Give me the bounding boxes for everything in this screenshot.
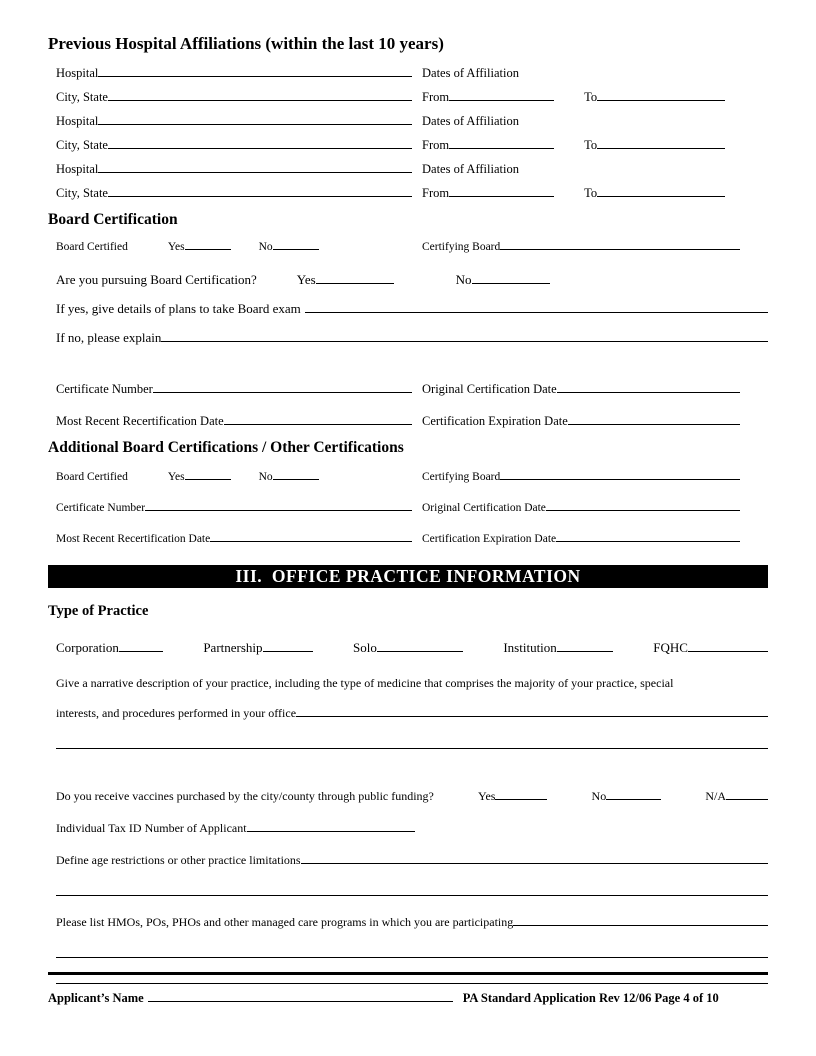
narrative-description-label-line2: interests, and procedures performed in your office [56,706,297,720]
tax-id-label: Individual Tax ID Number of Applicant [56,821,247,835]
yes-label: Yes [167,471,185,483]
most-recent-recertification-date-label: Most Recent Recertification Date [56,414,224,428]
hospital-label: Hospital [56,114,99,128]
managed-care-continuation-line-1[interactable] [56,957,768,958]
certification-expiration-date-label: Certification Expiration Date [422,414,568,428]
original-certification-date-label: Original Certification Date [422,502,546,514]
most-recent-recertification-date-label: Most Recent Recertification Date [56,533,211,545]
to-date-input-line[interactable] [597,148,725,149]
addl-original-certification-date-input-line[interactable] [546,510,740,511]
to-label: To [584,186,598,200]
pursuing-board-certification-question: Are you pursuing Board Certification? [56,272,257,287]
dates-of-affiliation-label: Dates of Affiliation [422,114,519,128]
city-state-input-line[interactable] [108,148,412,149]
managed-care-label: Please list HMOs, POs, PHOs and other managed care programs in which you are participating [56,915,514,929]
dates-of-affiliation-label: Dates of Affiliation [422,162,519,176]
city-state-label: City, State [56,186,108,200]
if-no-explain-input-line[interactable] [161,341,768,342]
certification-expiration-date-input-line[interactable] [568,424,740,425]
original-certification-date-label: Original Certification Date [422,382,557,396]
narrative-description-label-line1: Give a narrative description of your practice, including the type of medicine that comprises the majority of your practice, special [56,676,674,690]
addl-certification-expiration-date-input-line[interactable] [556,541,740,542]
section-heading-board-certification: Board Certification [48,211,178,228]
na-label: N/A [705,789,726,803]
pursuing-no-line[interactable] [472,283,550,284]
practice-type-solo-label: Solo [353,640,377,655]
original-certification-date-input-line[interactable] [557,392,740,393]
section-heading-previous-hospital-affiliations: Previous Hospital Affiliations (within the last 10 years) [48,34,444,53]
city-state-label: City, State [56,90,108,104]
from-label: From [422,138,450,152]
section-heading-type-of-practice: Type of Practice [48,603,149,619]
if-yes-details-input-line[interactable] [305,312,768,313]
affiliation-group-2 [48,114,768,162]
hospital-label: Hospital [56,162,99,176]
narrative-description-input-line[interactable] [296,716,768,717]
yes-label: Yes [167,241,185,253]
if-yes-details-label: If yes, give details of plans to take Board exam [56,301,301,316]
narrative-continuation-line[interactable] [56,748,768,749]
hospital-input-line[interactable] [98,124,412,125]
certificate-number-label: Certificate Number [56,502,146,514]
board-certified-label: Board Certified [56,241,128,253]
from-date-input-line[interactable] [449,148,554,149]
board-certified-label: Board Certified [56,471,128,483]
addl-most-recent-recertification-date-input-line[interactable] [210,541,412,542]
practice-type-institution-line[interactable] [557,651,613,652]
addl-board-certified-yes-line[interactable] [185,479,231,480]
vaccines-question-label: Do you receive vaccines purchased by the city/county through public funding? [56,789,434,803]
practice-type-solo-line[interactable] [377,651,463,652]
managed-care-input-line[interactable] [513,925,768,926]
applicant-name-input-line[interactable] [148,1001,453,1002]
applicant-name-label: Applicant’s Name [48,991,144,1005]
certifying-board-label: Certifying Board [422,471,501,483]
no-label: No [258,471,273,483]
practice-type-partnership-line[interactable] [263,651,313,652]
city-state-label: City, State [56,138,108,152]
to-label: To [584,138,598,152]
if-no-explain-label: If no, please explain [56,330,162,345]
practice-type-corporation-line[interactable] [119,651,163,652]
from-label: From [422,90,450,104]
age-restrictions-input-line[interactable] [301,863,768,864]
practice-type-institution-label: Institution [503,640,557,655]
section-heading-additional-certifications: Additional Board Certifications / Other Certifications [48,439,404,456]
certification-expiration-date-label: Certification Expiration Date [422,533,557,545]
no-label: No [258,241,273,253]
no-label: No [591,789,607,803]
to-date-input-line[interactable] [597,100,725,101]
vaccines-yes-line[interactable] [495,799,547,800]
to-date-input-line[interactable] [597,196,725,197]
affiliation-group-3 [48,162,768,210]
age-restrictions-label: Define age restrictions or other practice limitations [56,853,301,867]
pursuing-yes-line[interactable] [316,283,394,284]
city-state-input-line[interactable] [108,100,412,101]
dates-of-affiliation-label: Dates of Affiliation [422,66,519,80]
certificate-number-label: Certificate Number [56,382,153,396]
vaccines-na-line[interactable] [726,799,768,800]
affiliation-group-1 [48,66,768,114]
most-recent-recertification-date-input-line[interactable] [224,424,412,425]
addl-certifying-board-input-line[interactable] [500,479,740,480]
hospital-label: Hospital [56,66,99,80]
practice-type-fqhc-line[interactable] [688,651,768,652]
practice-type-fqhc-label: FQHC [653,640,688,655]
hospital-input-line[interactable] [98,76,412,77]
yes-label: Yes [477,789,496,803]
board-certified-no-line[interactable] [273,249,319,250]
to-label: To [584,90,598,104]
city-state-input-line[interactable] [108,196,412,197]
age-restrictions-continuation-line[interactable] [56,895,768,896]
from-label: From [422,186,450,200]
practice-type-row [48,640,768,656]
certifying-board-label: Certifying Board [422,241,501,253]
certificate-number-input-line[interactable] [153,392,412,393]
no-label: No [455,272,472,287]
board-certified-yes-line[interactable] [185,249,231,250]
from-date-input-line[interactable] [449,100,554,101]
practice-type-partnership-label: Partnership [203,640,263,655]
section-banner-office-practice-information: III. OFFICE PRACTICE INFORMATION [48,565,768,588]
from-date-input-line[interactable] [449,196,554,197]
addl-board-certified-no-line[interactable] [273,479,319,480]
practice-type-corporation-label: Corporation [56,640,119,655]
certifying-board-input-line[interactable] [500,249,740,250]
tax-id-input-line[interactable] [247,831,415,832]
yes-label: Yes [296,272,316,287]
addl-certificate-number-input-line[interactable] [145,510,412,511]
page-info-label: PA Standard Application Rev 12/06 Page 4 of 10 [462,991,719,1005]
hospital-input-line[interactable] [98,172,412,173]
vaccines-no-line[interactable] [606,799,661,800]
page-footer [48,972,768,1006]
